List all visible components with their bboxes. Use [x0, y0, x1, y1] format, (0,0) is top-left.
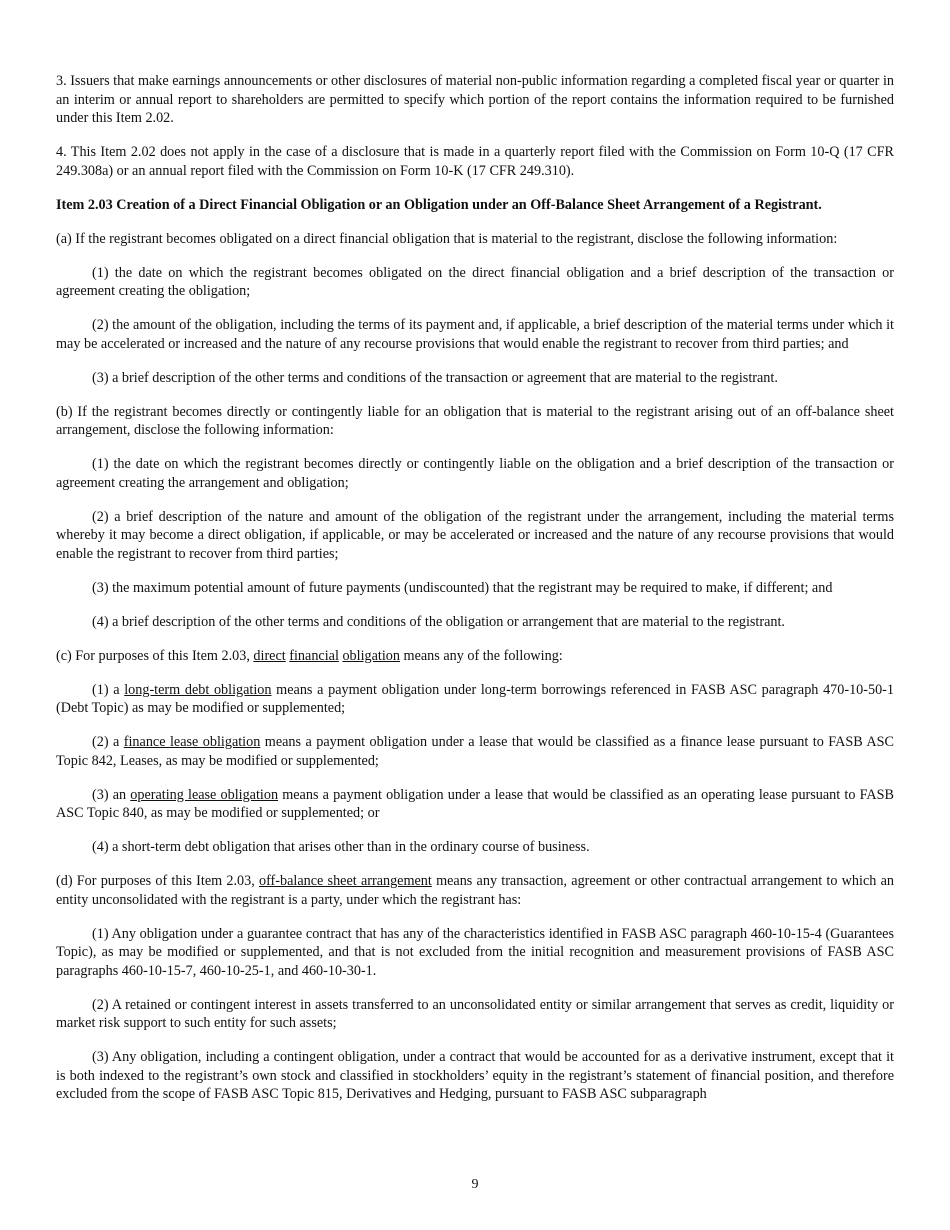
term-financial: financial — [289, 647, 339, 664]
paragraph-a: (a) If the registrant becomes obligated on a direct financial obligation that is material to the registrant, disclose the following information: — [56, 230, 838, 247]
paragraph-a1: (1) the date on which the registrant becomes obligated on the direct financial obligation and a brief description of the transaction or agreement creating the obligation; — [56, 264, 894, 299]
term-obligation: obligation — [342, 647, 400, 664]
paragraph-c2 — [56, 733, 894, 770]
paragraph-d-tail: means any transaction, agreement or other contractual arrangement to which an entity unconsolidated with the registrant is a party, under which the registrant has: — [56, 873, 894, 908]
paragraph-c1-tail: means a payment obligation under long-term borrowings referenced in FASB ASC paragraph 470-10-50-1 (Debt Topic) as may be modified or supplemented; — [56, 681, 895, 716]
paragraph-c4: (4) a short-term debt obligation that arises other than in the ordinary course of business. — [92, 839, 590, 855]
paragraph-c1 — [56, 681, 894, 718]
paragraph-c2-tail: means a payment obligation under a lease that would be classified as a finance lease pursuant to FASB ASC Topic 842, Leases, as may be modified or supplemented; — [56, 734, 894, 769]
paragraph-b2: (2) a brief description of the nature and amount of the obligation of the registrant under the arrangement, including the material terms whereby it may become a direct obligation, if applicable, or may be accelerated or increased and the nature of any recourse provisions that would enable the registrant to recover from third parties; — [56, 508, 894, 562]
term-direct: direct — [253, 647, 286, 664]
paragraph-c3-tail: means a payment obligation under a lease that would be classified as an operating lease pursuant to FASB ASC Topic 840, as may be modified or supplemented; or — [56, 786, 895, 821]
note-4-paragraph: 4. This Item 2.02 does not apply in the case of a disclosure that is made in a quarterly report filed with the Commission on Form 10-Q (17 CFR 249.308a) or an annual report filed with the Commission on Form 10-K (17 CFR 249.310). — [56, 144, 894, 179]
paragraph-b3: (3) the maximum potential amount of future payments (undiscounted) that the registrant may be required to make, if different; and — [92, 579, 833, 596]
document-body — [56, 72, 894, 1119]
paragraph-b4: (4) a brief description of the other terms and conditions of the obligation or arrangement that are material to the registrant. — [92, 613, 785, 630]
paragraph-d3: (3) Any obligation, including a contingent obligation, under a contract that would be accounted for as a derivative instrument, except that it is both indexed to the registrant’s own stock and classified in stockholders’ equity in the registrant’s statement of financial position, and therefore excluded from the scope of FASB ASC Topic 815, Derivatives and Hedging, pursuant to FASB ASC subparagraph — [56, 1049, 894, 1102]
paragraph-a2: (2) the amount of the obligation, including the terms of its payment and, if applicable, a brief description of the material terms under which it may be accelerated or increased and the nature of any recourse provisions that would enable the registrant to recover from third parties; and — [56, 317, 894, 352]
item-2-03-heading: Item 2.03 Creation of a Direct Financial Obligation or an Obligation under an Off-Balance Sheet Arrangement of a Registrant. — [56, 196, 822, 213]
paragraph-b1: (1) the date on which the registrant becomes directly or contingently liable on the obligation and a brief description of the transaction or agreement creating the arrangement and obligation; — [56, 456, 894, 491]
term-long-term-debt-obligation: long-term debt obligation — [124, 681, 272, 698]
term-finance-lease-obligation: finance lease obligation — [123, 734, 261, 750]
paragraph-c3 — [56, 786, 894, 823]
paragraph-d-lead: (d) For purposes of this Item 2.03, — [56, 873, 259, 889]
paragraph-d — [56, 872, 894, 909]
paragraph-d2: (2) A retained or contingent interest in assets transferred to an unconsolidated entity or similar arrangement that serves as credit, liquidity or market risk support to such entity for such assets; — [56, 996, 894, 1031]
term-off-balance-sheet-arrangement: off-balance sheet arrangement — [259, 873, 432, 889]
paragraph-c — [56, 647, 894, 666]
paragraph-d1: (1) Any obligation under a guarantee contract that has any of the characteristics identified in FASB ASC paragraph 460-10-15-4 (Guarantees Topic), as may be modified or supplemented, and that is not excluded from the initial recognition and measurement provisions of FASB ASC paragraphs 460-10-15-7, 460-10-25-1, and 460-10-30-1. — [56, 925, 894, 979]
page-number: 9 — [471, 1177, 479, 1192]
paragraph-a3: (3) a brief description of the other terms and conditions of the transaction or agreement that are material to the registrant. — [92, 369, 778, 386]
paragraph-c-lead: (c) For purposes of this Item 2.03, — [56, 647, 254, 664]
paragraph-c2-lead: (2) a — [92, 734, 124, 750]
paragraph-c3-lead: (3) an — [92, 786, 131, 803]
paragraph-c1-lead: (1) a — [92, 681, 125, 698]
term-operating-lease-obligation: operating lease obligation — [130, 786, 279, 803]
note-3-paragraph: 3. Issuers that make earnings announcements or other disclosures of material non-public information regarding a completed fiscal year or quarter in an interim or annual report to shareholders are permitted to specify which portion of the report contains the information required to be furnished under this Item 2.02. — [56, 73, 894, 126]
paragraph-c-tail: means any of the following: — [400, 647, 563, 664]
paragraph-b: (b) If the registrant becomes directly or contingently liable for an obligation that is material to the registrant arising out of an off-balance sheet arrangement, disclose the following information: — [56, 403, 894, 438]
